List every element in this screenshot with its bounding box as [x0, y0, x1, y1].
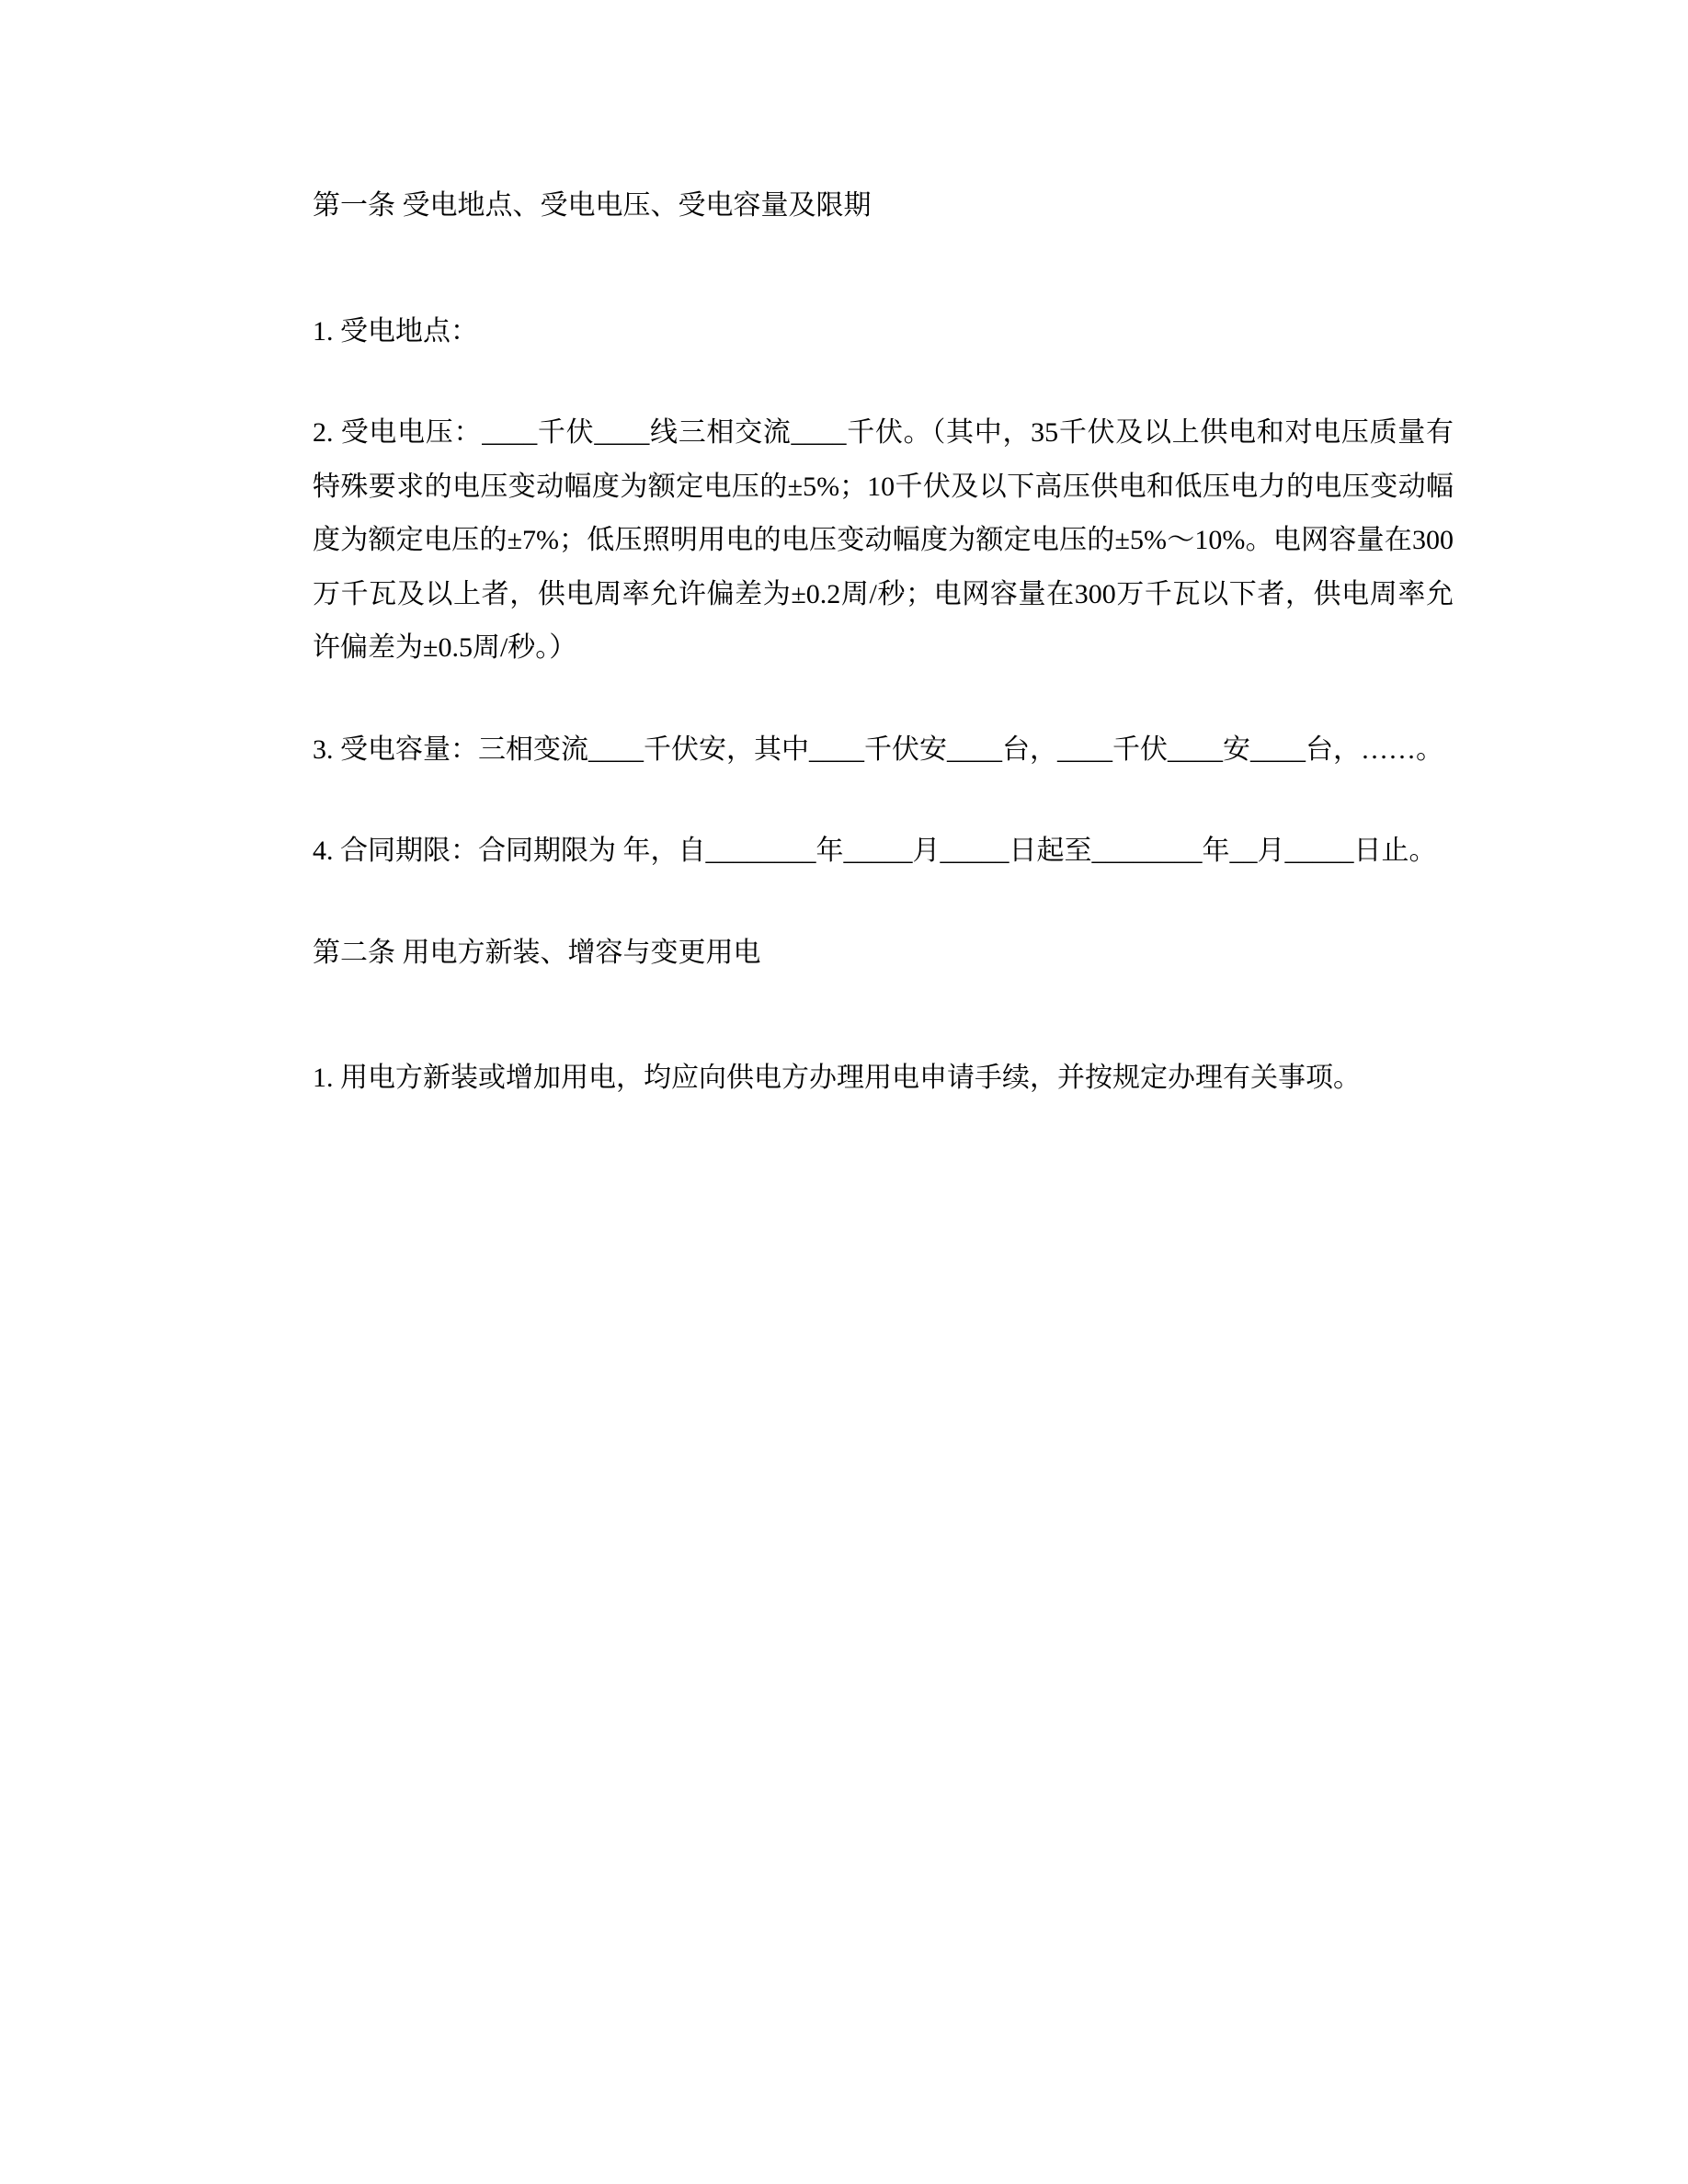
clause-1-3-supply-capacity: 3. 受电容量：三相变流____千伏安，其中____千伏安____台，____千伏____安____台，……。	[313, 734, 1443, 765]
article-1-heading: 第一条 受电地点、受电电压、受电容量及限期	[313, 190, 872, 221]
clause-1-4-contract-term: 4. 合同期限：合同期限为 年，自________年_____月_____日起至________年__月_____日止。	[313, 836, 1437, 866]
article-2-heading: 第二条 用电方新装、增容与变更用电	[313, 937, 761, 968]
clause-1-1-supply-location: 1. 受电地点：	[313, 315, 478, 347]
clause-1-2-supply-voltage: 2. 受电电压：____千伏____线三相交流____千伏。（其中，35千伏及以上供电和对电压质量有特殊要求的电压变动幅度为额定电压的±5%；10千伏及以下高压供电和低压电力的电压变动幅度为额定电压的±7%；低压照明用电的电压变动幅度为额定电压的±5%～10%。电网容量在300万千瓦及以上者，供电周率允许偏差为±0.2周/秒；电网容量在300万千瓦以下者，供电周率允许偏差为±0.5周/秒。）	[313, 417, 1454, 663]
document-body	[313, 179, 1454, 1106]
clause-2-1-new-installation: 1. 用电方新装或增加用电，均应向供电方办理用电申请手续，并按规定办理有关事项。	[313, 1063, 1361, 1093]
